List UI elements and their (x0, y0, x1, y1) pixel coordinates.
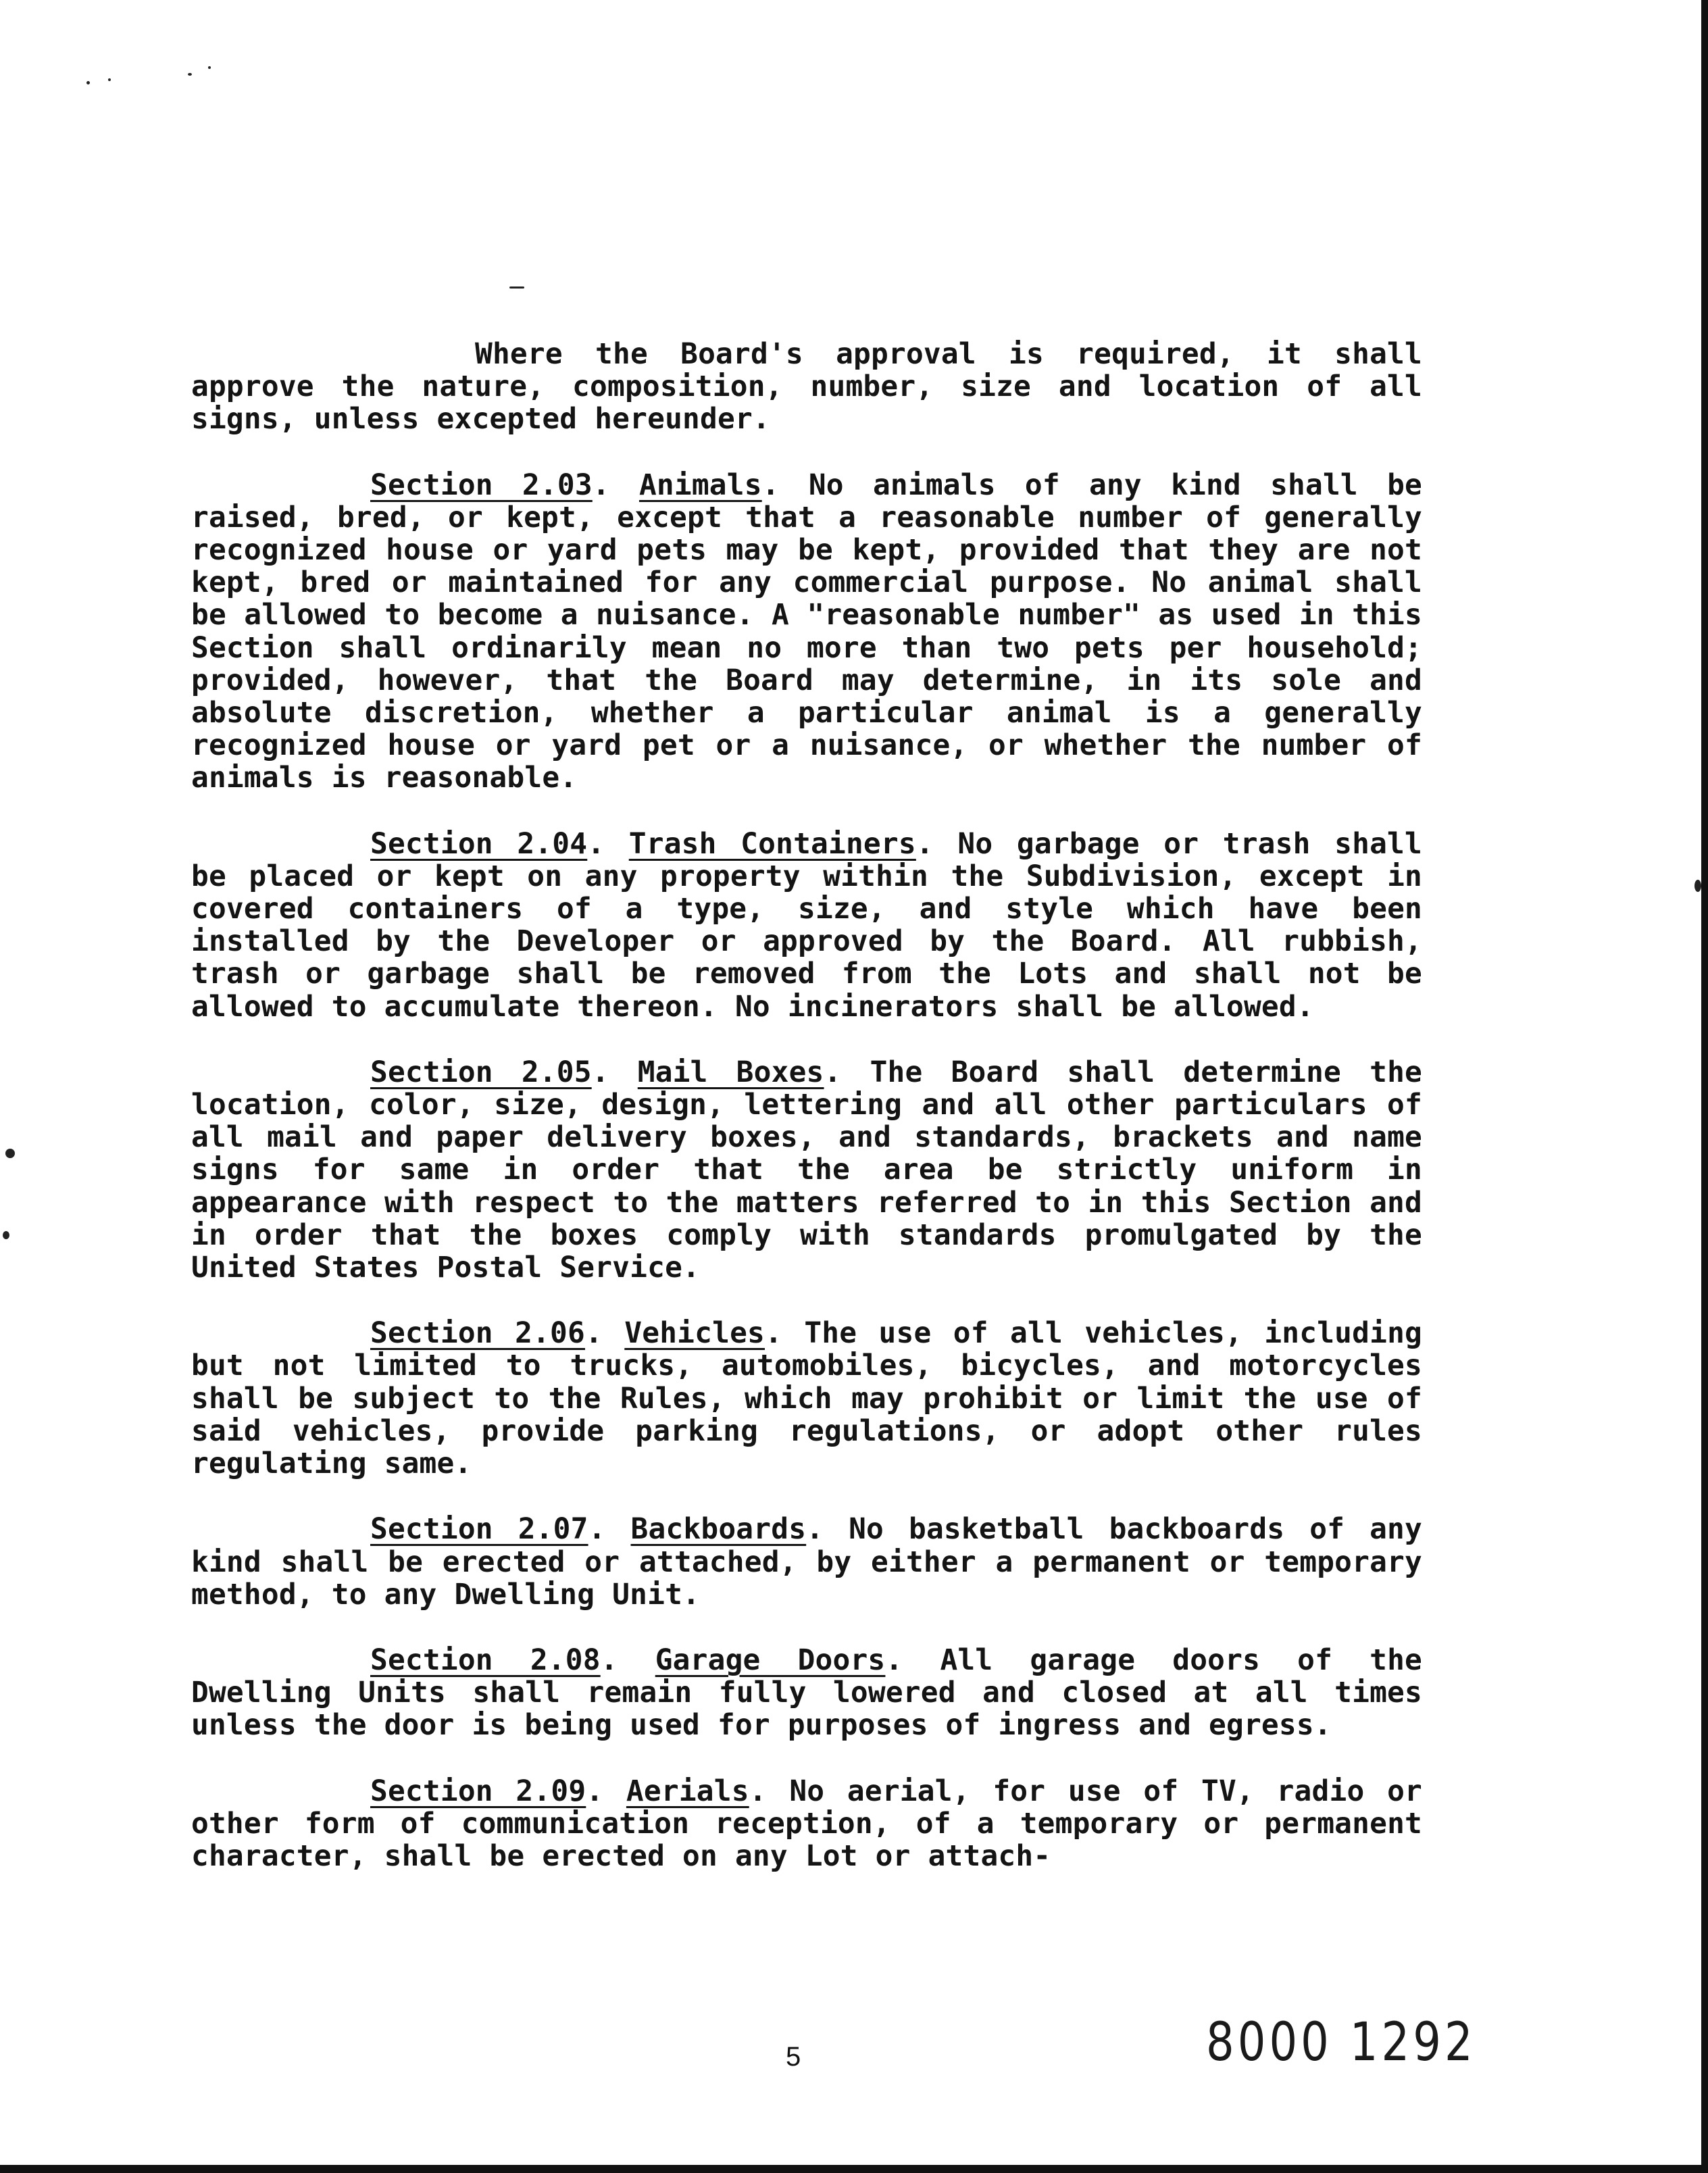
section-2-06: Section 2.06. Vehicles. The use of all vehicles, including but not limited to trucks, automobiles, bicycles, and motorcycles shall be subject to the Rules, which may prohibit or limit the use of said vehicles, provide parking regulations, or adopt other rules regulating same. (191, 1316, 1423, 1481)
section-body: No aerial, for use of TV, radio or other form of communication reception, of a temporary or permanent character, shall be erected on any Lot or attach- (191, 1774, 1422, 1873)
section-number: Section 2.09 (370, 1774, 586, 1808)
scan-speck (509, 286, 524, 289)
section-2-09: Section 2.09. Aerials. No aerial, for use of TV, radio or other form of communication reception, of a temporary or permanent character, shall be erected on any Lot or attach- (191, 1774, 1422, 1873)
section-title: Aerials (626, 1774, 749, 1808)
section-body: No basketball backboards of any kind shall be erected or attached, by either a permanent or temporary method, to any Dwelling Unit. (191, 1512, 1422, 1612)
section-2-04: Section 2.04. Trash Containers. No garbage or trash shall be placed or kept on any property within the Subdivision, except in covered containers of a type, size, and style which have been installed by the Developer or approved by the Board. All rubbish, trash or garbage shall be removed from the Lots and shall not be allowed to accumulate thereon. No incinerators shall be allowed. (191, 826, 1422, 1024)
section-number: Section 2.05 (370, 1055, 592, 1089)
scan-speck (86, 81, 90, 84)
section-body: No animals of any kind shall be raised, bred, or kept, except that a reasonable number of generally recognized house or yard pets may be kept, provided that they are not kept, bred or maintained for any commercial purpose. No animal shall be allowed to become a nuisance. A "reasonable number" as used in this Section shall ordinarily mean no more than two pets per household; provided, however, that the Board may determine, in its sole and absolute discretion, whether a particular animal is a generally recognized house or yard pet or a nuisance, or whether the number of animals is reasonable. (191, 468, 1422, 795)
section-number: Section 2.08 (370, 1643, 601, 1677)
section-title: Vehicles (624, 1316, 765, 1351)
section-2-08: Section 2.08. Garage Doors. All garage doors of the Dwelling Units shall remain fully lowered and closed at all times unless the door is being used for purposes of ingress and egress. (191, 1643, 1423, 1743)
scan-speck (1694, 880, 1701, 892)
page-number: 5 (786, 2042, 801, 2072)
intro-paragraph (191, 338, 1422, 436)
intro-text: Where the Board's approval is required, it shall approve the nature, composition, number, size and location of all signs, unless excepted hereunder. (191, 337, 1422, 436)
scan-speck (188, 73, 192, 76)
section-2-05: Section 2.05. Mail Boxes. The Board shall determine the location, color, size, design, lettering and all other particulars of all mail and paper delivery boxes, and standards, brackets and name signs for same in order that the area be strictly uniform in appearance with respect to the matters referred to in this Section and in order that the boxes comply with standards promulgated by the United States Postal Service. (191, 1055, 1422, 1285)
section-title: Mail Boxes (637, 1055, 824, 1089)
section-number: Section 2.04 (370, 826, 588, 861)
scan-speck (108, 78, 111, 81)
section-title: Backboards (630, 1512, 807, 1547)
scan-speck (3, 1231, 9, 1239)
section-2-03: Section 2.03. Animals. No animals of any kind shall be raised, bred, or kept, except that a reasonable number of generally recognized house or yard pets may be kept, provided that they are not kept, bred or maintained for any commercial purpose. No animal shall be allowed to become a nuisance. A "reasonable number" as used in this Section shall ordinarily mean no more than two pets per household; provided, however, that the Board may determine, in its sole and absolute discretion, whether a particular animal is a generally recognized house or yard pet or a nuisance, or whether the number of animals is reasonable. (191, 468, 1422, 795)
scan-speck (5, 1149, 15, 1158)
section-body: All garage doors of the Dwelling Units shall remain fully lowered and closed at all times unless the door is being used for purposes of ingress and egress. (191, 1643, 1423, 1743)
section-2-07: Section 2.07. Backboards. No basketball backboards of any kind shall be erected or attached, by either a permanent or temporary method, to any Dwelling Unit. (191, 1512, 1422, 1612)
section-title: Trash Containers (628, 826, 916, 861)
section-body: The Board shall determine the location, color, size, design, lettering and all other particulars of all mail and paper delivery boxes, and standards, brackets and name signs for same in order that the area be strictly uniform in appearance with respect to the matters referred to in this Section and in order that the boxes comply with standards promulgated by the United States Postal Service. (191, 1055, 1422, 1285)
section-title: Animals (638, 468, 762, 502)
section-title: Garage Doors (655, 1643, 886, 1677)
document-body (191, 338, 1422, 1905)
section-number: Section 2.07 (370, 1512, 588, 1547)
section-number: Section 2.06 (370, 1316, 585, 1351)
document-id-stamp: 8000 1292 (1206, 2012, 1476, 2073)
section-number: Section 2.03 (370, 468, 593, 502)
section-body: The use of all vehicles, including but not limited to trucks, automobiles, bicycles, and motorcycles shall be subject to the Rules, which may prohibit or limit the use of said vehicles, provide parking regulations, or adopt other rules regulating same. (191, 1316, 1423, 1481)
scan-speck (208, 66, 211, 69)
section-body: No garbage or trash shall be placed or kept on any property within the Subdivision, except in covered containers of a type, size, and style which have been installed by the Developer or approved by the Board. All rubbish, trash or garbage shall be removed from the Lots and shall not be allowed to accumulate thereon. No incinerators shall be allowed. (191, 826, 1422, 1024)
